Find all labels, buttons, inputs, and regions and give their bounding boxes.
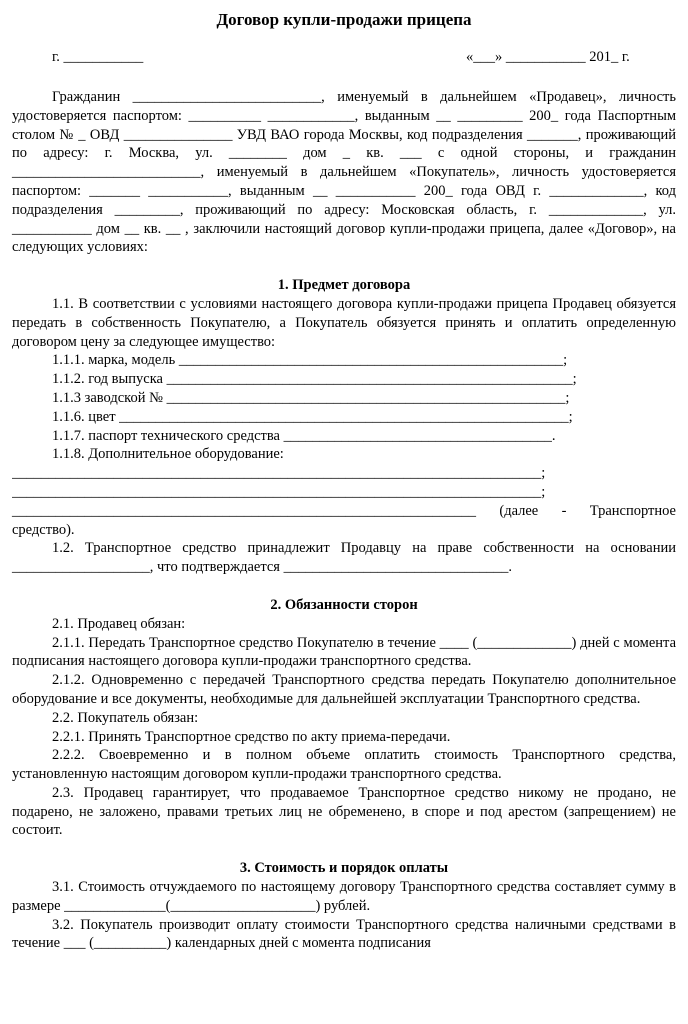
- document-body: [12, 88, 676, 953]
- clause-3-2: 3.2. Покупатель производит оплату стоимости Транспортного средства наличными средствами в течение ___ (__________) календарных дней с момента подписания: [12, 916, 676, 952]
- date-field: «___» ___________ 201_ г.: [466, 49, 630, 65]
- item-1-1-8: 1.1.8. Дополнительное оборудование:: [52, 446, 284, 463]
- section-2-heading: 2. Обязанности сторон: [270, 596, 418, 613]
- clause-2-2-2: 2.2.2. Своевременно и в полном объеме оплатить стоимость Транспортного средства, установленную настоящим договором купли-продажи транспортного средства.: [12, 747, 676, 783]
- item-1-1-6: 1.1.6. цвет ______________________________________________________________;: [52, 408, 573, 425]
- blank-line-1: _________________________________________________________________________;: [12, 465, 546, 482]
- section-1-heading: 1. Предмет договора: [277, 277, 411, 294]
- clause-1-1: 1.1. В соответствии с условиями настоящего договора купли-продажи прицепа Продавец обязуется передать в собственность Покупателю, а Покупатель обязуется принять и оплатить определенную договором цену за следующее имущество:: [12, 295, 676, 350]
- clause-1-2: 1.2. Транспортное средство принадлежит Продавцу на праве собственности на основании ___________________, что подтверждается _______________________________.: [12, 540, 676, 576]
- clause-2-2-1: 2.2.1. Принять Транспортное средство по акту приема-передачи.: [52, 728, 451, 745]
- clause-2-1-2: 2.1.2. Одновременно с передачей Транспортного средства передать Покупателю дополнительное оборудование и все документы, необходимые для дальнейшей эксплуатации Транспортного средства.: [12, 672, 676, 707]
- document-title: Договор купли-продажи прицепа: [216, 10, 472, 29]
- item-1-1-2: 1.1.2. год выпуска ________________________________________________________;: [52, 371, 577, 388]
- clause-2-2: 2.2. Покупатель обязан:: [52, 709, 199, 726]
- preamble: Гражданин __________________________, именуемый в дальнейшем «Продавец», личность удостоверяется паспортом: __________ ____________, выданным __ _________ 200_ года Паспортным столом № _ ОВД _______________ УВД ВАО города Москвы, код подразделения _______, проживающий по адресу: г. Москва, ул. ________ дом _ кв. ___ с одной стороны, и гражданин __________________________, именуемый в дальнейшем «Покупатель», личность удостоверяется паспортом: _______ ___________, выданным __ ___________ 200_ года ОВД г. _____________, код подразделения _________, проживающий по адресу: Московская область, г. _____________, ул. ___________ дом __ кв. __ , заключили настоящий договор купли-продажи прицепа, далее «Договор», на следующих условиях:: [12, 89, 676, 256]
- blank-line-3: ________________________________________________________________ (далее - Транспортное средство).: [12, 502, 676, 538]
- blank-line-2: _________________________________________________________________________;: [12, 483, 546, 500]
- item-1-1-1: 1.1.1. марка, модель _____________________________________________________;: [52, 352, 568, 369]
- city-field: г. ___________: [52, 49, 144, 65]
- clause-3-1: 3.1. Стоимость отчуждаемого по настоящему договору Транспортного средства составляет сумму в размере ______________(____________________) рублей.: [12, 879, 676, 914]
- clause-2-3: 2.3. Продавец гарантирует, что продаваемое Транспортное средство никому не продано, не подарено, не заложено, правами третьих лиц не обременено, в споре и под арестом (запрещением) не состоит.: [12, 784, 676, 839]
- clause-2-1: 2.1. Продавец обязан:: [52, 615, 186, 632]
- clause-2-1-1: 2.1.1. Передать Транспортное средство Покупателю в течение ____ (_____________) дней с момента подписания настоящего договора купли-продажи транспортного средства.: [12, 634, 676, 670]
- item-1-1-7: 1.1.7. паспорт технического средства _____________________________________.: [52, 427, 556, 444]
- section-3-heading: 3. Стоимость и порядок оплаты: [239, 860, 449, 877]
- item-1-1-3: 1.1.3 заводской № _______________________________________________________;: [52, 389, 570, 406]
